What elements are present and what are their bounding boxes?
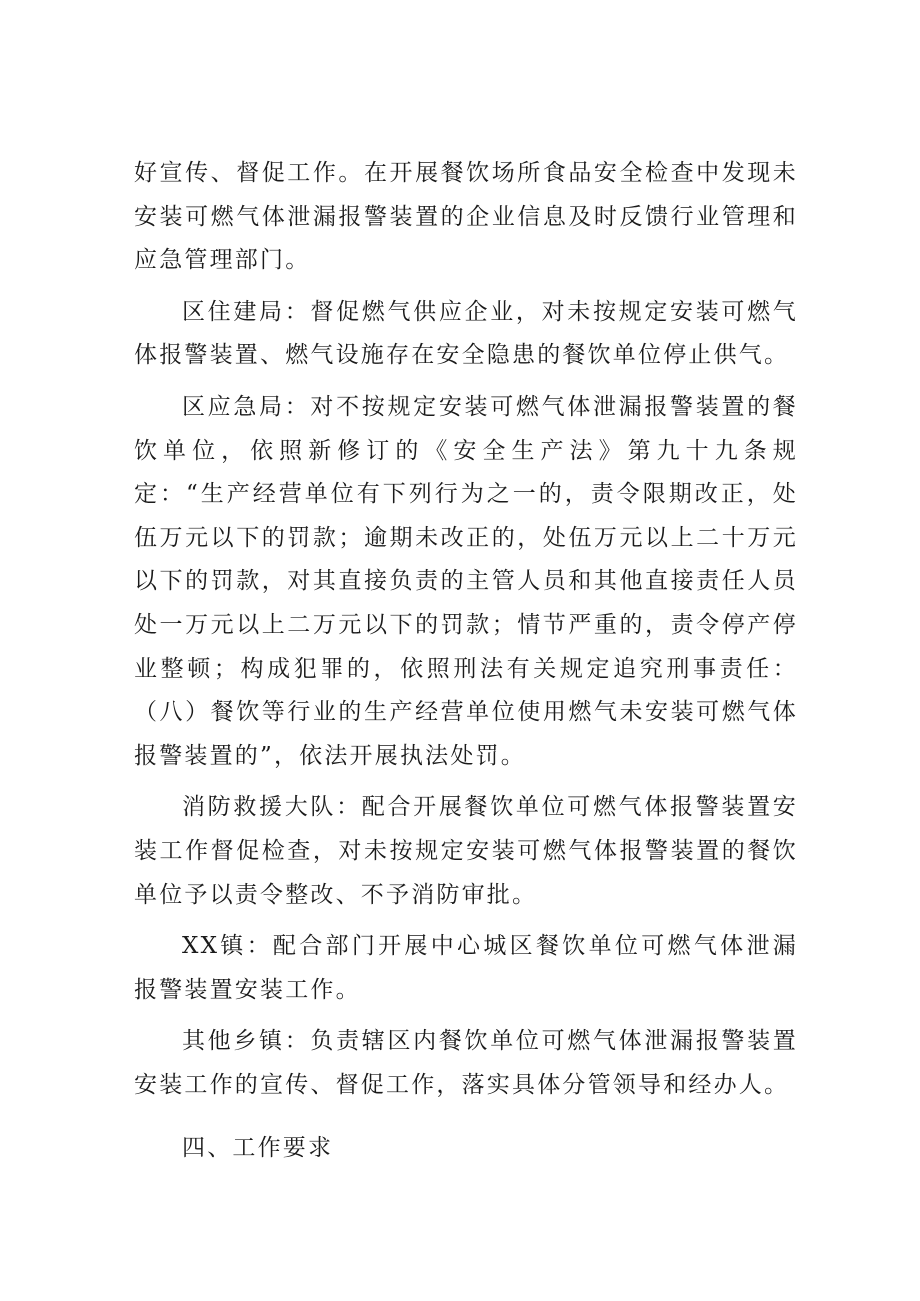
paragraph-fire-rescue: 消防救援大队：配合开展餐饮单位可燃气体报警装置安装工作督促检查，对未按规定安装可燃气体报警装置的餐饮单位予以责令整改、不予消防审批。 [134, 794, 798, 908]
paragraph-housing-bureau: 区住建局：督促燃气供应企业，对未按规定安装可燃气体报警装置、燃气设施存在安全隐患的餐饮单位停止供气。 [134, 298, 798, 369]
paragraph-town: XX镇：配合部门开展中心城区餐饮单位可燃气体泄漏报警装置安装工作。 [134, 933, 798, 1003]
paragraph-continuation: 好宣传、督促工作。在开展餐饮场所食品安全检查中发现未安装可燃气体泄漏报警装置的企业信息及时反馈行业管理和应急管理部门。 [134, 160, 798, 274]
section-heading: 四、工作要求 [182, 1135, 334, 1162]
paragraph-emergency-bureau: 区应急局：对不按规定安装可燃气体泄漏报警装置的餐饮单位，依照新修订的《安全生产法》第九十九条规定：“生产经营单位有下列行为之一的，责令限期改正，处伍万元以下的罚款；逾期未改正的，处伍万元以上二十万元以下的罚款，对其直接负责的主管人员和其他直接责任人员处一万元以上二万元以下的罚款；情节严重的，责令停产停业整顿；构成犯罪的，依照刑法有关规定追究刑事责任：（八）餐饮等行业的生产经营单位使用燃气未安装可燃气体报警装置的”，依法开展执法处罚。 [134, 393, 798, 769]
paragraph-other-towns: 其他乡镇：负责辖区内餐饮单位可燃气体泄漏报警装置安装工作的宣传、督促工作，落实具体分管领导和经办人。 [134, 1028, 798, 1098]
document-body [134, 152, 798, 1171]
